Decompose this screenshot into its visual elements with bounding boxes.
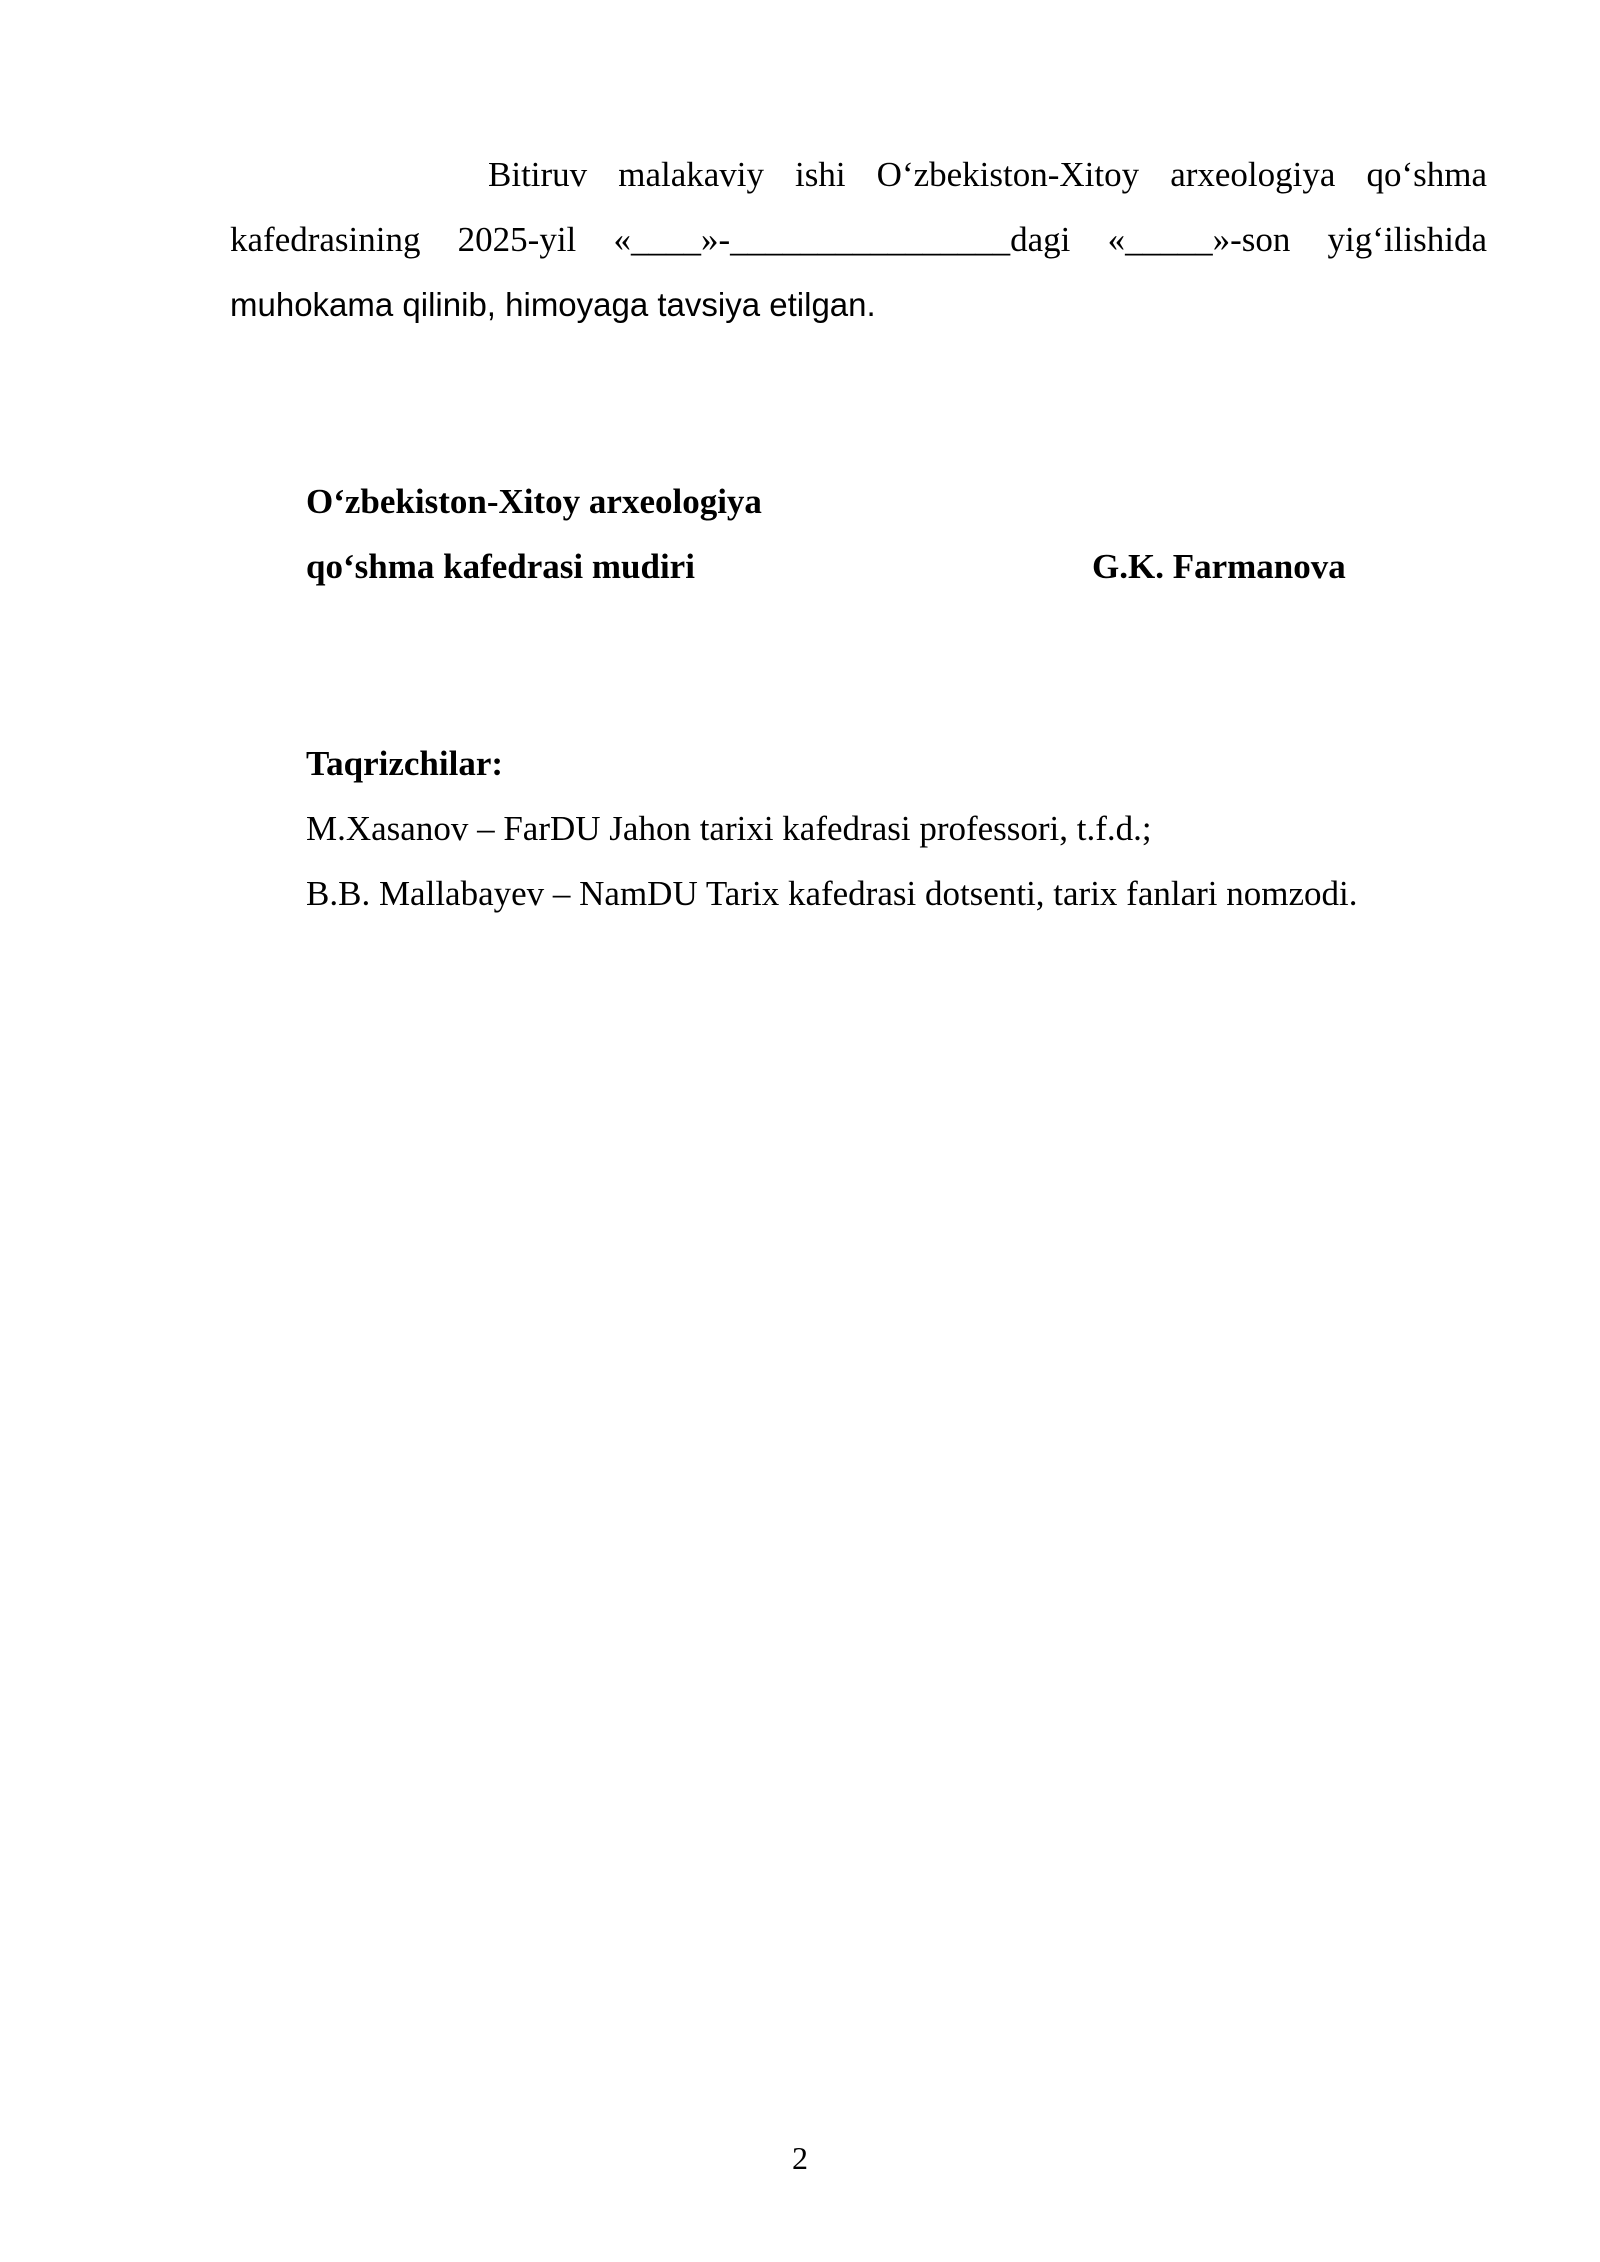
page-number: 2 [792, 2140, 808, 2176]
department-head-name: G.K. Farmanova [1092, 547, 1346, 586]
approval-text-line-1: Bitiruv malakaviy ishi O‘zbekiston-Xitoy arxeologiya qo‘shma [488, 155, 1487, 194]
approval-text-line-2: kafedrasining 2025-yil «____»-________________dagi «_____»-son yig‘ilishida [230, 220, 1487, 259]
department-title-line-2: qo‘shma kafedrasi mudiri [306, 547, 695, 586]
department-title-line-1: O‘zbekiston-Xitoy arxeologiya [306, 482, 762, 521]
reviewer-item: B.B. Mallabayev – NamDU Tarix kafedrasi dotsenti, tarix fanlari nomzodi. [306, 874, 1358, 913]
reviewer-item: M.Xasanov – FarDU Jahon tarixi kafedrasi professori, t.f.d.; [306, 809, 1152, 848]
approval-text-line-3: muhokama qilinib, himoyaga tavsiya etilgan. [230, 286, 876, 323]
reviewers-heading: Taqrizchilar: [306, 744, 504, 783]
